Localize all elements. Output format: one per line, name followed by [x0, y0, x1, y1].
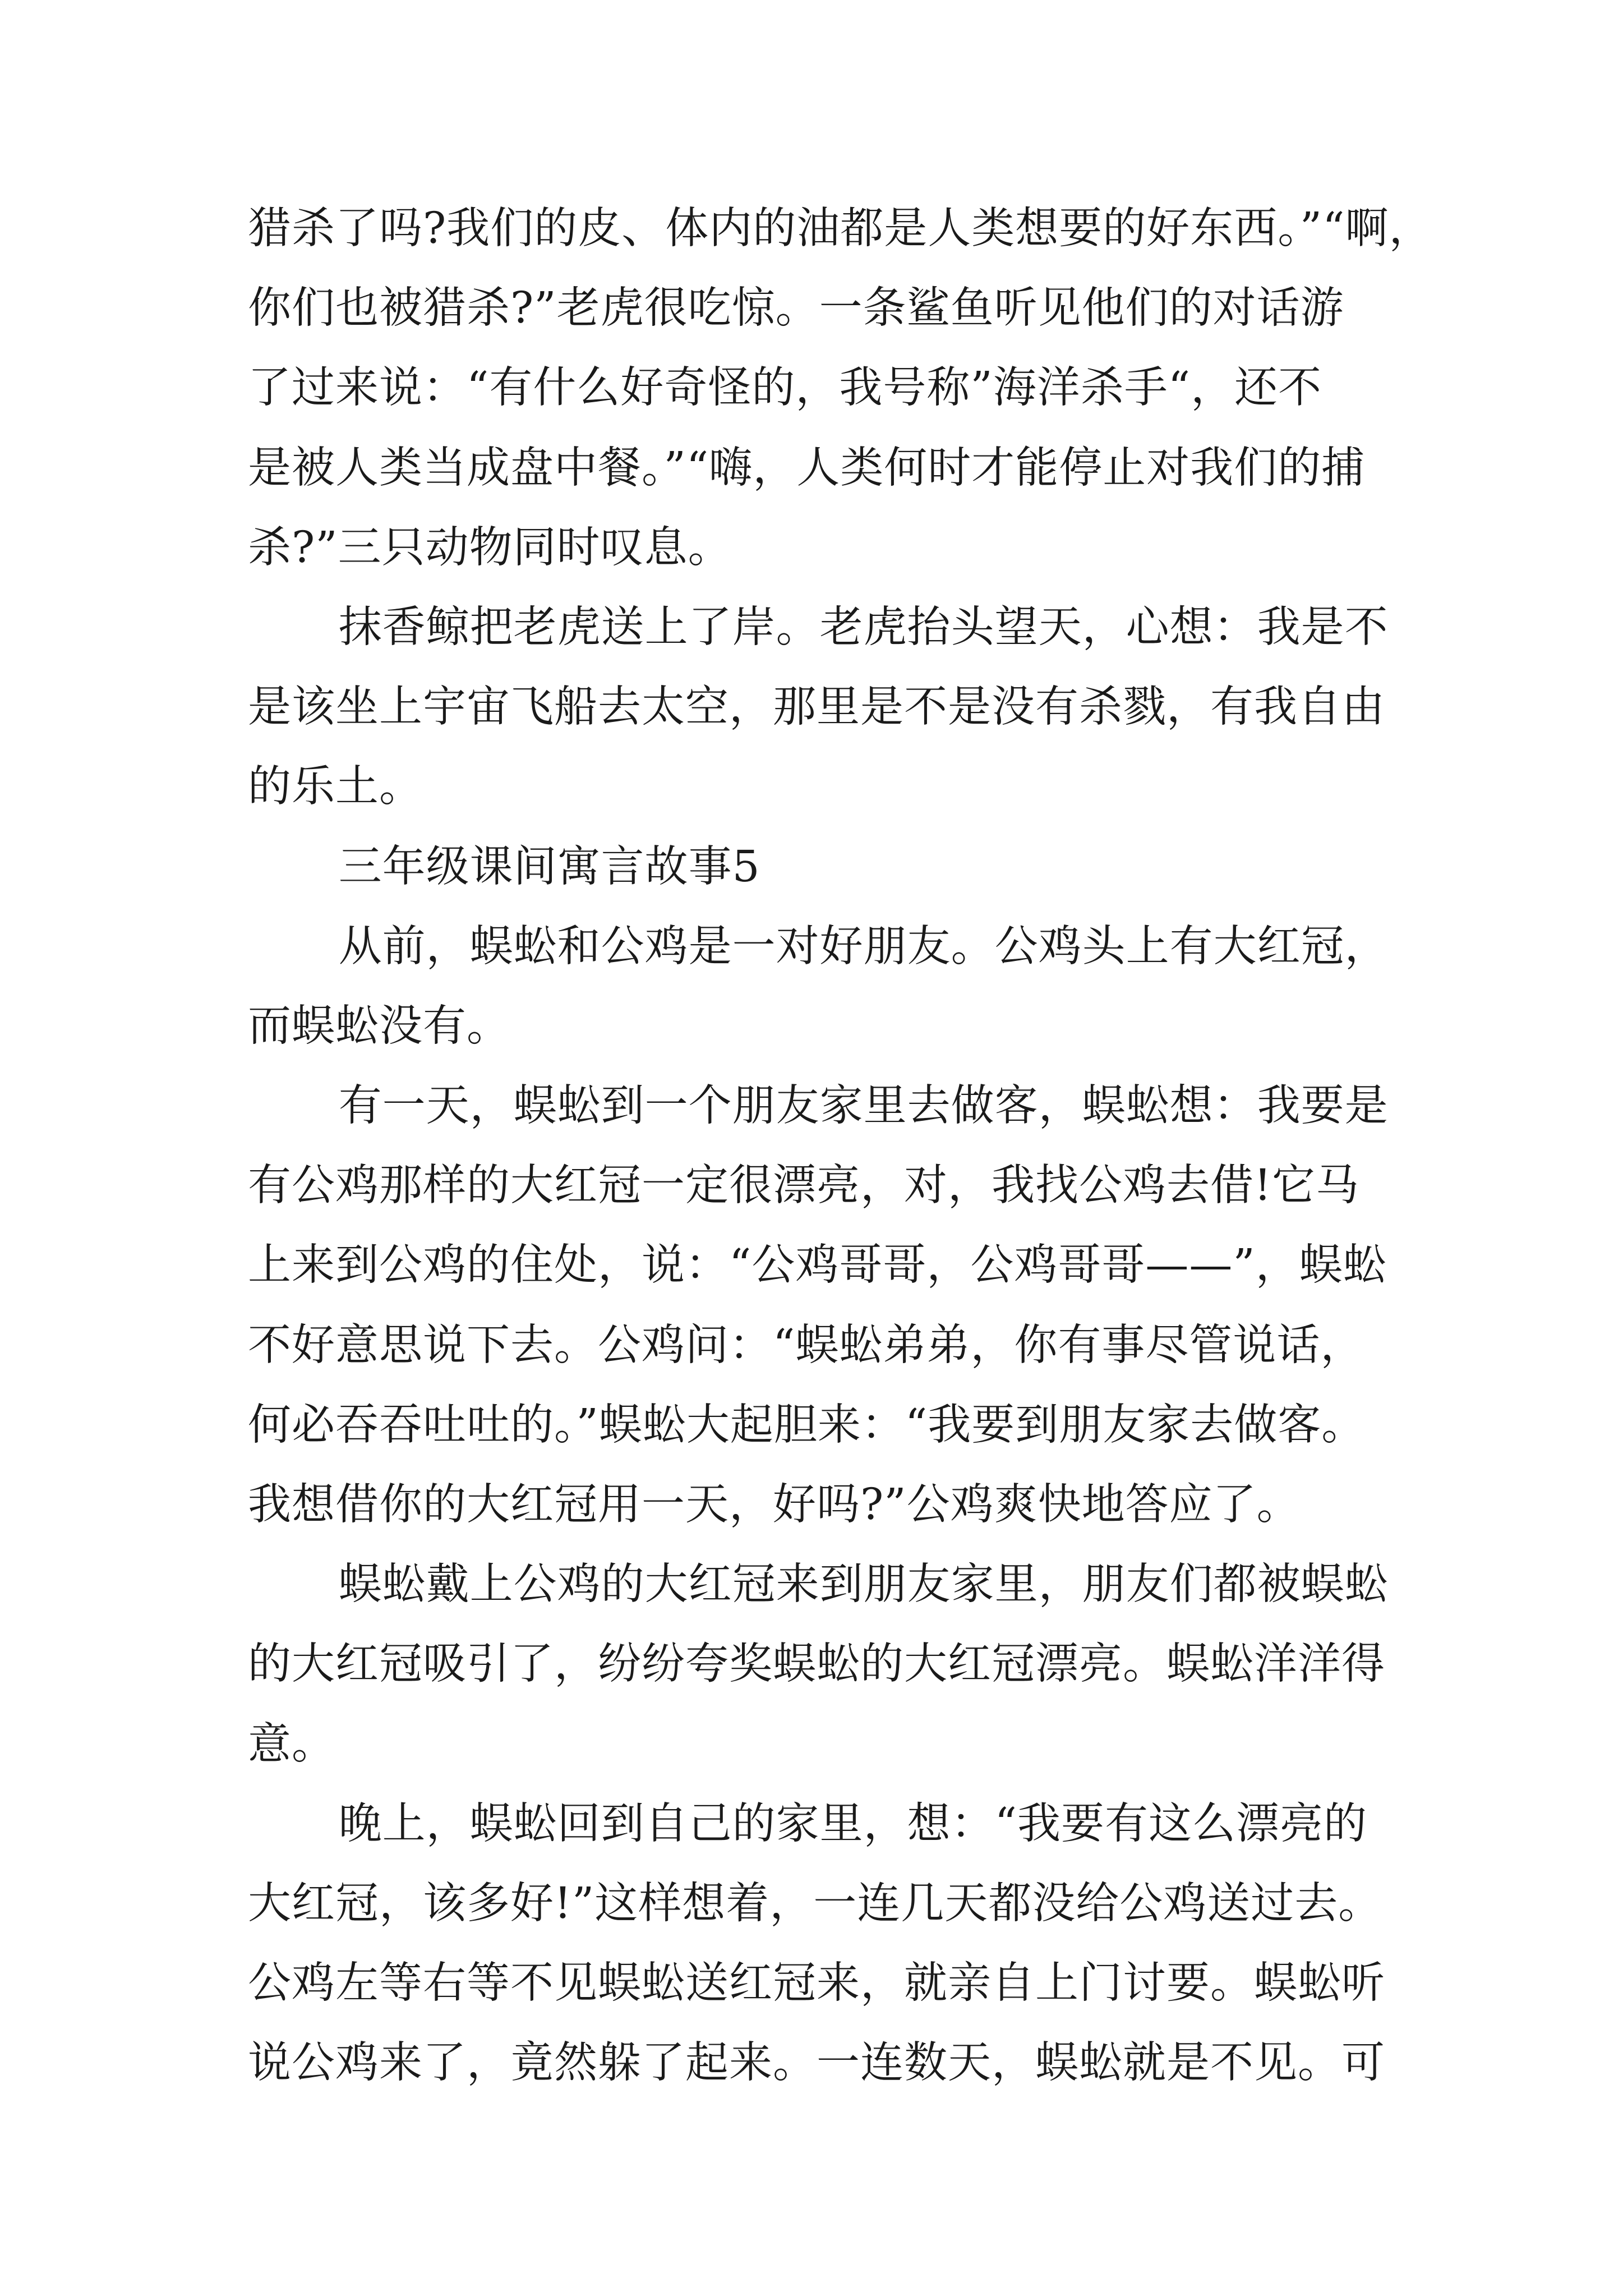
paragraph — [248, 588, 1482, 827]
document-body — [248, 189, 1482, 2104]
text-line: 有一天，蜈蚣到一个朋友家里去做客，蜈蚣想：我要是 — [338, 1081, 1389, 1131]
text-line: 蜈蚣戴上公鸡的大红冠来到朋友家里，朋友们都被蜈蚣 — [338, 1559, 1389, 1610]
paragraph — [248, 1545, 1482, 1784]
text-line: 了过来说：“有什么好奇怪的，我号称”海洋杀手“，还不 — [248, 363, 1322, 413]
text-line: 晚上，蜈蚣回到自己的家里，想：“我要有这么漂亮的 — [338, 1798, 1368, 1849]
text-line: 说公鸡来了，竟然躲了起来。一连数天，蜈蚣就是不见。可 — [248, 2038, 1385, 2088]
text-line: 的乐土。 — [248, 762, 423, 812]
paragraph — [248, 1784, 1482, 2104]
text-line: 是该坐上宇宙飞船去太空，那里是不是没有杀戮，有我自由 — [248, 682, 1385, 733]
text-line: 的大红冠吸引了，纷纷夸奖蜈蚣的大红冠漂亮。蜈蚣洋洋得 — [248, 1639, 1385, 1690]
paragraph — [248, 189, 1482, 588]
paragraph — [248, 907, 1482, 1066]
heading-text: 三年级课间寓言故事5 — [338, 841, 760, 892]
text-line: 意。 — [248, 1719, 335, 1769]
text-line: 不好意思说下去。公鸡问：“蜈蚣弟弟，你有事尽管说话， — [248, 1320, 1364, 1370]
text-line: 抹香鲸把老虎送上了岸。老虎抬头望天，心想：我是不 — [338, 602, 1389, 652]
text-line: 大红冠，该多好!”这样想着，一连几天都没给公鸡送过去。 — [248, 1878, 1382, 1929]
text-line: 公鸡左等右等不见蜈蚣送红冠来，就亲自上门讨要。蜈蚣听 — [248, 1958, 1385, 2009]
text-line: 我想借你的大红冠用一天，好吗?”公鸡爽快地答应了。 — [248, 1480, 1301, 1530]
text-line: 而蜈蚣没有。 — [248, 1001, 510, 1051]
text-line: 猎杀了吗?我们的皮、体内的油都是人类想要的好东西。”“啊， — [248, 204, 1433, 254]
text-line: 你们也被猎杀?”老虎很吃惊。一条鲨鱼听见他们的对话游 — [248, 283, 1344, 334]
text-line: 从前，蜈蚣和公鸡是一对好朋友。公鸡头上有大红冠， — [338, 921, 1389, 972]
text-line: 有公鸡那样的大红冠一定很漂亮，对，我找公鸡去借!它马 — [248, 1161, 1359, 1211]
section-heading — [248, 827, 1482, 907]
text-line: 上来到公鸡的住处，说：“公鸡哥哥，公鸡哥哥——”，蜈蚣 — [248, 1240, 1387, 1291]
text-line: 何必吞吞吐吐的。”蜈蚣大起胆来：“我要到朋友家去做客。 — [248, 1400, 1366, 1450]
paragraph — [248, 1066, 1482, 1545]
text-line: 杀?”三只动物同时叹息。 — [248, 522, 732, 573]
text-line: 是被人类当成盘中餐。”“嗨，人类何时才能停止对我们的捕 — [248, 443, 1366, 493]
